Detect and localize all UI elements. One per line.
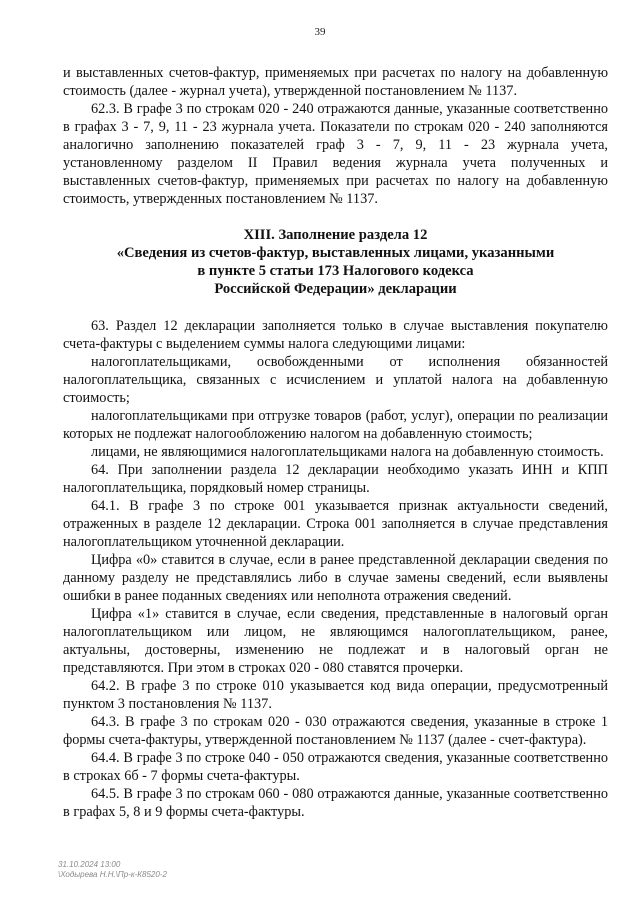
paragraph: 64.4. В графе 3 по строке 040 - 050 отражаются сведения, указанные соответственно в строках 6б - 7 формы счета-фактуры. [63, 750, 608, 784]
heading-line: Российской Федерации» декларации [214, 281, 457, 297]
paragraph: Цифра «0» ставится в случае, если в ранее представленной декларации сведения по данному разделу не представлялись либо в случае замены сведений, если выявлены ошибки в ранее поданных сведениях или неполнота отражения сведений. [63, 552, 608, 604]
paragraph: 64.1. В графе 3 по строке 001 указывается признак актуальности сведений, отраженных в разделе 12 декларации. Строка 001 заполняется в случае представления налогоплательщиком уточненной декларации. [63, 498, 608, 550]
paragraph: 64. При заполнении раздела 12 декларации необходимо указать ИНН и КПП налогоплательщика, порядковый номер страницы. [63, 462, 608, 496]
paragraph: налогоплательщиками при отгрузке товаров (работ, услуг), операции по реализации которых не подлежат налогообложению налогом на добавленную стоимость; [63, 408, 608, 442]
section-heading [63, 226, 608, 298]
page-number: 39 [314, 26, 326, 38]
paragraph: лицами, не являющимися налогоплательщиками налога на добавленную стоимость. [91, 444, 604, 460]
document-footer [58, 860, 167, 880]
paragraph: Цифра «1» ставится в случае, если сведения, представленные в налоговый орган налогоплательщиком или лицом, не являющимся налогоплательщиком, ранее, актуальны, достоверны, изменению не подлежат и в налоговый орган не представляются. При этом в строках 020 - 080 ставятся прочерки. [63, 606, 608, 676]
heading-line: в пункте 5 статьи 173 Налогового кодекса [197, 263, 474, 279]
footer-file-path: \Ходырева Н.Н.\Пр-к-К8520-2 [58, 870, 167, 879]
paragraph: 64.5. В графе 3 по строкам 060 - 080 отражаются данные, указанные соответственно в графах 5, 8 и 9 формы счета-фактуры. [63, 786, 608, 820]
heading-line: «Сведения из счетов-фактур, выставленных лицами, указанными [116, 245, 555, 261]
paragraph: 64.2. В графе 3 по строке 010 указывается код вида операции, предусмотренный пунктом 3 постановления № 1137. [63, 678, 608, 712]
paragraph: 62.3. В графе 3 по строкам 020 - 240 отражаются данные, указанные соответственно в графах 3 - 7, 9, 11 - 23 журнала учета. Показатели по строкам 020 - 240 заполняются аналогично заполнению показателей граф 3 - 7, 9, 11 - 23 журнала учета, установленному разделом II Правил ведения журнала учета полученных и выставленных счетов-фактур, применяемых при расчетах по налогу на добавленную стоимость, утвержденных постановлением № 1137. [63, 101, 608, 207]
heading-line: XIII. Заполнение раздела 12 [243, 227, 428, 243]
paragraph: и выставленных счетов-фактур, применяемых при расчетах по налогу на добавленную стоимость (далее - журнал учета), утвержденной постановлением № 1137. [63, 65, 608, 99]
paragraph: 64.3. В графе 3 по строкам 020 - 030 отражаются сведения, указанные в строке 1 формы счета-фактуры, утвержденной постановлением № 1137 (далее - счет-фактура). [63, 714, 608, 748]
paragraphs-top [63, 64, 608, 208]
paragraph: 63. Раздел 12 декларации заполняется только в случае выставления покупателю счета-фактуры с выделением суммы налога следующими лицами: [63, 318, 608, 352]
paragraphs-bottom [63, 317, 608, 821]
footer-timestamp: 31.10.2024 13:00 [58, 860, 121, 869]
document-body [63, 64, 608, 821]
paragraph: налогоплательщиками, освобожденными от исполнения обязанностей налогоплательщика, связанных с исчислением и уплатой налога на добавленную стоимость; [63, 354, 608, 406]
